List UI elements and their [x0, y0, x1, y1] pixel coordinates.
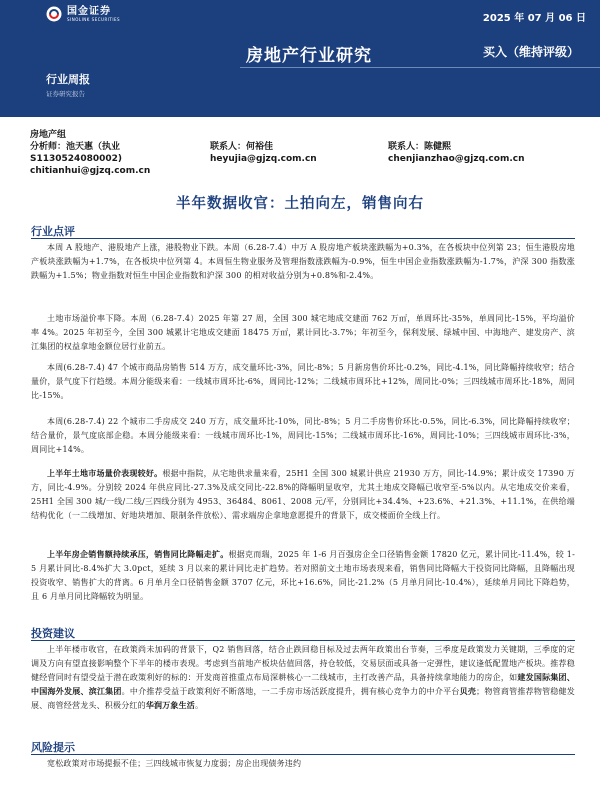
contact-name: 联系人：陈健熙	[388, 142, 452, 152]
review-paragraph-5	[31, 467, 575, 523]
review-paragraph-1: 本周 A 股地产、港股地产上涨，港股物业下跌。本周（6.28-7.4）中万 A 股房地产板块涨跌幅为+0.3%，在各板块中位列第 23；恒生港股房地产板块涨跌幅为+1.7%，在各板块中位列第 4。本周恒生物业服务及管理指数涨跌幅为-0.9%，恒生中国企业指数涨跌幅为-1.7%，沪深 300 指数涨跌幅为+1.5%；物业指数对恒生中国企业指数和沪深 300 的相对收益分别为+0.8%和-2.4%。	[31, 243, 575, 281]
advice-paragraph	[31, 643, 575, 713]
analyst-block	[30, 129, 575, 176]
sinolink-logo-icon	[46, 6, 62, 22]
section-divider	[31, 754, 575, 755]
contact-chenjianzhao	[388, 141, 525, 165]
review-paragraph-2: 土地市场溢价率下降。本周（6.28-7.4）2025 年第 27 周，全国 300 城宅地成交建面 762 万㎡，单周环比-35%，单周同比-15%，平均溢价率 4%。2025 年初至今，全国 300 城累计宅地成交建面 18475 万㎡，累计同比-3.7%；年初至今，保利发展、绿城中国、中海地产、建发房产、滨江集团的权益拿地金额位居行业前五。	[31, 314, 575, 352]
section-title-review: 行业点评	[31, 225, 75, 238]
rating-badge: 买入（维持评级）	[483, 45, 580, 59]
section-divider	[31, 640, 575, 641]
analyst-name: 分析师：池天惠（执业	[30, 142, 121, 152]
team-label: 房地产组	[30, 130, 67, 140]
report-industry-title: 房地产行业研究	[246, 46, 372, 66]
paragraph-body: 根据中指院，从宅地供求量来看，25H1 全国 300 城累计供应 21930 万方，同比-14.9%；累计成交 17390 万方，同比-4.9%。分别较 2024 年供应同比-27.3%及成交同比-22.8%的降幅明显收窄，尤其土地成交降幅已收窄至-5%以内。从宅地成交价来看，25H1 全国 300 城/一线/二线/三四线分别为 4953、36484、8061、2008 元/平，分别同比+34.4%、+23.6%、+21.3%、+11.1%，在供给端结构优化（一二线增加、好地块增加、限制条件放松）、需求端房企拿地意愿提升的背景下，成交楼面价全线上行。	[31, 469, 575, 521]
analyst-chitianhui	[30, 141, 150, 177]
section-title-risk: 风险提示	[31, 741, 75, 754]
review-paragraph-6	[31, 548, 575, 604]
report-subtype: 证券研究报告	[46, 90, 85, 98]
analyst-license: S1130524080002)	[30, 154, 123, 164]
analyst-email: chitianhui@gjzq.com.cn	[30, 166, 151, 176]
section-divider	[31, 238, 575, 239]
recommended-agency: 贝壳	[459, 687, 477, 697]
brand	[46, 6, 120, 22]
section-title-advice: 投资建议	[31, 627, 75, 640]
brand-name: 国金证券	[67, 5, 111, 17]
paragraph-body: 。	[195, 701, 204, 711]
review-paragraph-4: 本周(6.28-7.4) 22 个城市二手房成交 240 万方，成交量环比-10%，同比-8%；5 月二手房售价环比-0.5%，同比-6.3%，同比降幅持续收窄；结合量价，景气度底部企稳。本周分能级来看：一线城市周环比-1%，周同比-15%；二线城市周环比-16%，周同比-10%；三四线城市周环比-3%，周同比+14%。	[31, 417, 575, 455]
report-date: 2025 年 07 月 06 日	[482, 13, 586, 24]
paragraph-body: 上半年楼市收官，在政策尚未加码的背景下，Q2 销售回落，结合止跌回稳目标及过去两年政策出台节奏，三季度是政策发力关键期，三季度的定调及方向有望直接影响整个下半年的楼市表现。考虑到当前地产板块估值回落，持仓较低，交易层面或具备一定弹性，建议逢低配置地产板块。推荐稳健经营同时有望受益于潜在政策利好的标的：开发商首推重点布局深耕核心一二线城市，主打改善产品，具备持续拿地能力的房企，如	[31, 645, 575, 683]
brand-name-en: SINOLINK SECURITIES	[67, 16, 121, 22]
recommended-property-mgmt: 华润万象生活	[145, 701, 196, 711]
header-divider	[240, 67, 600, 68]
paragraph-body: ；物管商管推荐物管稳健发展、商管经营龙头、积极分红的	[31, 687, 575, 711]
report-main-title: 半年数据收官：土拍向左，销售向右	[176, 196, 424, 212]
report-type: 行业周报	[46, 73, 90, 86]
paragraph-body: 。中介推荐受益于政策利好不断落地，一二手房市场活跃度提升，拥有核心竞争力的中介平台	[121, 687, 460, 697]
review-paragraph-3: 本周(6.28-7.4) 47 个城市商品房销售 514 万方，成交量环比-3%，同比-8%；5 月新房售价环比-0.2%，同比-4.1%，同比降幅持续收窄；结合量价，景气度下行趋缓。本周分能级来看：一线城市周环比-6%，周同比-12%；二线城市周环比+12%，周同比-0%；三四线城市周环比-18%，周同比-15%。	[31, 363, 575, 401]
contact-name: 联系人：何裕佳	[210, 142, 274, 152]
contact-email: heyujia@gjzq.com.cn	[210, 154, 317, 164]
recommended-stocks: 建发国际集团、中国海外发展、滨江集团	[31, 673, 576, 697]
paragraph-body: 根据克而瑞，2025 年 1-6 月百强房企全口径销售金额 17820 亿元，累计同比-11.4%，较 1-5 月累计同比-8.4%扩大 3.0pct，延续 3 月以来的累计同比走扩趋势。若对照前文土地市场表现来看，销售同比降幅大于投资同比降幅，且降幅出现投资收窄、销售扩大的背离。6 月单月全口径销售金额 3707 亿元，环比+16.6%，同比-21.2%（5 月单月同比-10.4%），延续单月同比下降趋势，且 6 月单月同比降幅较为明显。	[31, 550, 575, 602]
risk-paragraph: 宽松政策对市场提振不佳；三四线城市恢复力度弱；房企出现债务违约	[47, 759, 302, 768]
paragraph-lead: 上半年土地市场量价表现较好。	[47, 469, 163, 478]
paragraph-lead: 上半年房企销售额持续承压，销售同比降幅走扩。	[47, 550, 229, 559]
report-header	[0, 0, 600, 117]
contact-email: chenjianzhao@gjzq.com.cn	[388, 154, 525, 164]
contact-heyujia	[210, 141, 317, 165]
